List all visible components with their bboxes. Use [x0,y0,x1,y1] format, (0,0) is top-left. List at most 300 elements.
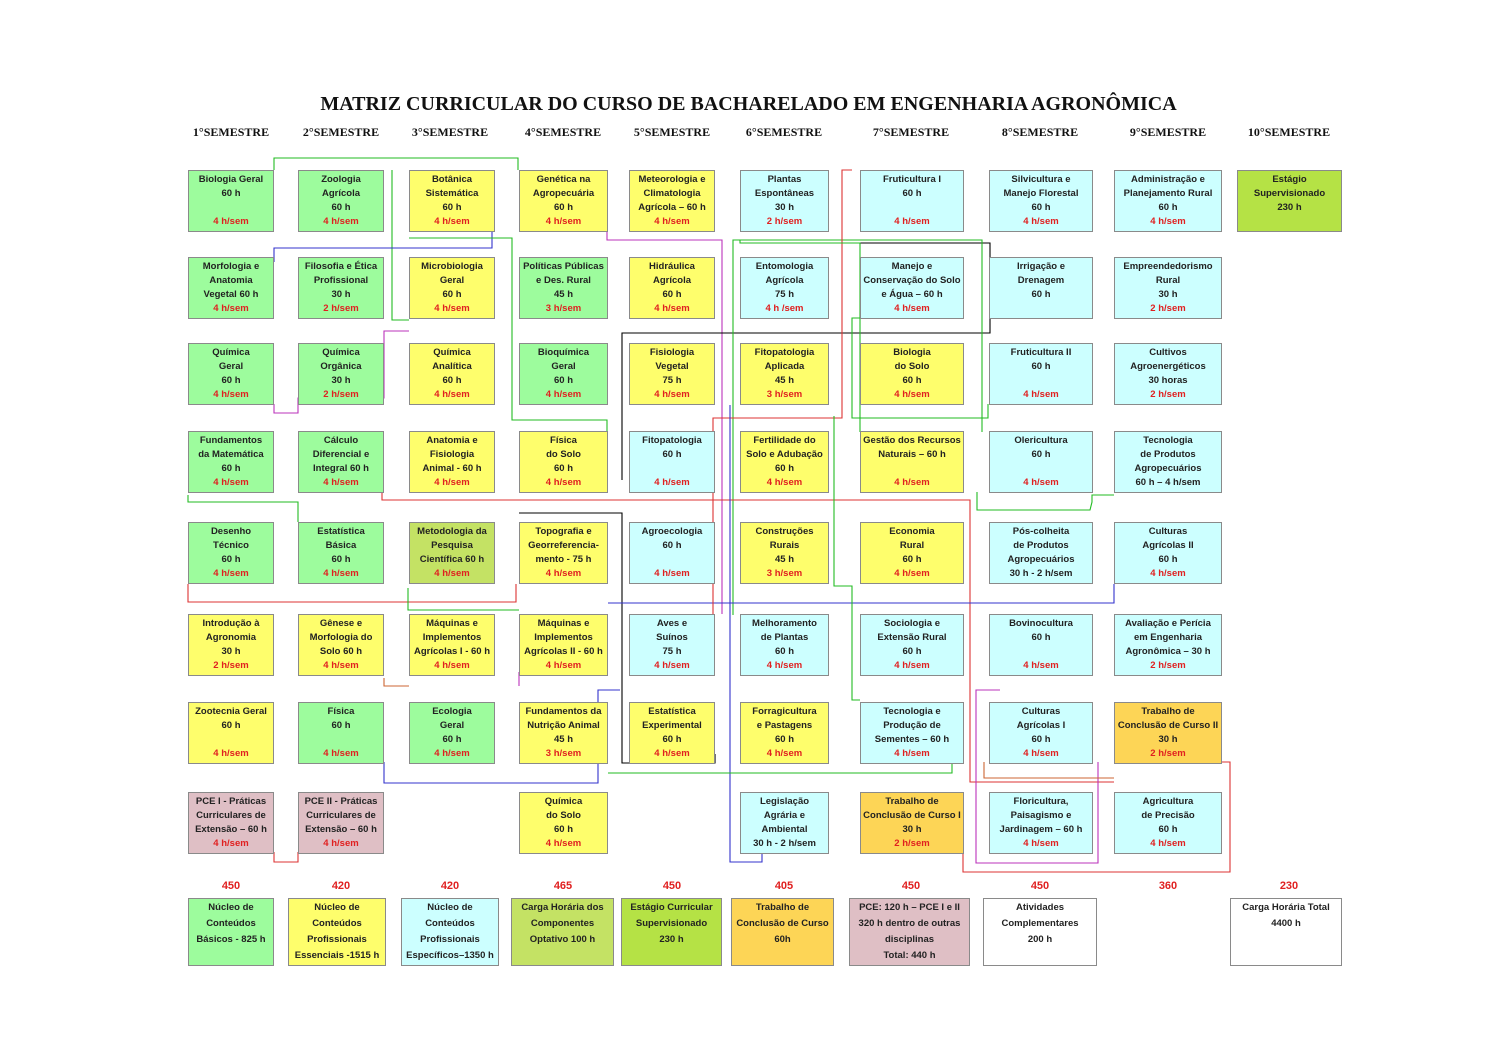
subject-line: 4 h/sem [213,568,249,579]
subject-line: 3 h/sem [545,748,582,759]
subject-name: Máquinas e [426,618,478,629]
subject-line: em Engenharia [1133,632,1203,643]
subject-name: Física [327,706,355,717]
subject-line [630,462,714,476]
semester-header-7: 7°SEMESTRE [872,125,950,139]
legend-line: Conteúdos [425,918,475,929]
subject-box [298,257,384,319]
subject-line: Rurais [769,540,800,551]
subject-box [740,522,829,584]
subject-box [519,614,608,676]
subject-line [861,462,963,476]
subject-line: 4 h/sem [894,477,930,488]
semester-header-2: 2°SEMESTRE [302,125,380,139]
semester-total-5: 450 [662,880,682,892]
subject-line: Vegetal 60 h [203,289,259,300]
subject-box [298,170,384,232]
legend-item [188,898,274,966]
subject-line: 45 h [553,734,573,745]
subject-name: Fisiologia [649,347,695,358]
subject-name: Gestão dos Recursos [863,435,961,446]
subject-line [299,733,383,747]
subject-box [629,343,715,405]
subject-line: 4 h/sem [654,389,690,400]
subject-box [989,702,1093,764]
subject-box [989,431,1093,493]
subject-name: Máquinas e [537,618,590,629]
subject-line: Extensão Rural [877,632,947,643]
subject-box [989,257,1093,319]
subject-line: 60 h [774,646,794,657]
semester-total-1: 450 [221,880,241,892]
subject-box [629,170,715,232]
subject-name: Cultivos [1149,347,1187,358]
subject-line: Conclusão de Curso II [1117,720,1219,731]
subject-line: 30 h [902,824,922,835]
subject-name: Agroecologia [641,526,703,537]
subject-box [519,431,608,493]
subject-line: Implementos [534,632,593,643]
subject-box [1114,614,1222,676]
subject-line: do Solo [546,810,581,821]
subject-line: Agronômica – 30 h [1125,646,1211,657]
subject-line: Solo e Adubação [746,449,823,460]
subject-line: 4 h/sem [894,748,930,759]
subject-box [1237,170,1342,232]
subject-line: 60 h [662,289,682,300]
subject-name: Ecologia [432,706,472,717]
subject-line: 4 h/sem [654,303,690,314]
subject-line: Orgânica [320,361,362,372]
subject-line: 60 h [902,554,922,565]
subject-name: Tecnologia e [883,706,941,717]
subject-line: 30 horas [1148,375,1188,386]
semester-header-5: 5°SEMESTRE [633,125,711,139]
subject-box [860,343,964,405]
semester-header-4: 4°SEMESTRE [524,125,602,139]
subject-line: Espontâneas [754,188,815,199]
subject-box [298,702,384,764]
legend-line: Básicos - 825 h [196,934,266,945]
subject-name: Fundamentos da [525,706,602,717]
subject-line: e Des. Rural [536,275,591,286]
subject-box [298,522,384,584]
subject-line: Pesquisa [431,540,473,551]
subject-name: Avaliação e Perícia [1125,618,1211,629]
subject-box [629,257,715,319]
subject-name: Fruticultura II [1010,347,1072,358]
subject-line: Experimental [642,720,702,731]
subject-line: 30 h [1158,289,1178,300]
subject-name: Bovinocultura [1009,618,1073,629]
subject-name: Fitopatologia [642,435,702,446]
subject-line: Planejamento Rural [1123,188,1213,199]
subject-line: Agrícolas I [1016,720,1066,731]
subject-line: 4 h/sem [894,389,930,400]
subject-name: Fertilidade do [753,435,816,446]
semester-header-8: 8°SEMESTRE [1001,125,1079,139]
subject-name: Meteorologia e [638,174,706,185]
subject-line: 4 h/sem [894,216,930,227]
subject-box [1114,522,1222,584]
subject-line: 4 h/sem [323,748,359,759]
prerequisite-line [384,678,409,686]
subject-line: 60 h [442,375,462,386]
subject-line: Integral 60 h [313,463,369,474]
legend-line: Trabalho de [755,902,810,913]
subject-line: Agrária e [763,810,806,821]
subject-name: Trabalho de [885,796,939,807]
subject-line: 60 h [442,202,462,213]
subject-name: Olericultura [1014,435,1068,446]
subject-line: Jardinagem – 60 h [999,824,1083,835]
subject-line: 60 h [221,188,241,199]
subject-line: 60 h [221,720,241,731]
subject-line: 2 h/sem [894,838,930,849]
subject-line: Agrícolas II [1142,540,1194,551]
subject-line: 4 h/sem [213,748,249,759]
subject-line: 4 h/sem [1023,838,1059,849]
subject-line: 4 h/sem [1023,660,1059,671]
subject-name: Microbiologia [421,261,483,272]
subject-box [989,614,1093,676]
subject-line: 60 h [902,375,922,386]
subject-line: 4 h/sem [1023,748,1059,759]
subject-line: 4 h /sem [765,303,804,314]
legend-item [401,898,499,966]
subject-name: Estatística [317,526,365,537]
subject-line: 2 h/sem [1150,660,1186,671]
subject-line: 4 h/sem [213,389,249,400]
subject-box [188,522,274,584]
legend-item [731,898,834,966]
subject-line: 30 h [331,289,351,300]
semester-total-7: 450 [901,880,921,892]
subject-line [990,302,1092,316]
subject-line: 4 h/sem [434,216,470,227]
subject-name: Botânica [431,174,473,185]
subject-line: 4 h/sem [434,477,470,488]
subject-box [519,343,608,405]
legend-item [511,898,614,966]
subject-name: Silvicultura e [1011,174,1071,185]
subject-name: Agricultura [1142,796,1194,807]
subject-line: 60 h [1031,202,1051,213]
subject-line: 4 h/sem [654,216,690,227]
prerequisite-line [392,170,409,320]
subject-line [1238,215,1341,229]
subject-line [990,374,1092,388]
subject-line: 75 h [662,646,682,657]
subject-box [409,343,495,405]
subject-name: Entomologia [755,261,814,272]
subject-line: 2 h/sem [1150,303,1186,314]
prerequisite-line [274,158,518,170]
subject-name: Química [322,347,360,358]
subject-line: Vegetal [655,361,689,372]
subject-line: de Plantas [760,632,809,643]
subject-line: 60 h [1031,361,1051,372]
semester-header-3: 3°SEMESTRE [411,125,489,139]
legend-line: Atividades [1015,902,1065,913]
legend-line: Conteúdos [312,918,362,929]
subject-line: 60 h [1031,734,1051,745]
subject-name: Aves e [656,618,688,629]
subject-box [740,614,829,676]
legend-line: disciplinas [884,934,935,945]
subject-box [989,792,1093,854]
subject-line: 4 h/sem [545,477,582,488]
subject-line: Profissional [313,275,369,286]
subject-line: 60 h [662,734,682,745]
semester-header-10: 10°SEMESTRE [1247,125,1331,139]
subject-line: Técnico [213,540,249,551]
subject-line: 30 h [1158,734,1178,745]
subject-line: 4 h/sem [434,568,470,579]
subject-name: Melhoramento [752,618,817,629]
subject-line: 30 h [331,375,351,386]
subject-name: Trabalho de [1141,706,1195,717]
subject-line: 60 h [1031,632,1051,643]
subject-line: Agropecuários [1134,463,1202,474]
subject-box [860,522,964,584]
subject-box [409,702,495,764]
subject-line: Geral [439,275,465,286]
subject-line: 45 h [774,375,794,386]
subject-box [629,522,715,584]
subject-box [740,343,829,405]
subject-box [1114,170,1222,232]
subject-name: Desenho [210,526,252,537]
subject-line: 4 h/sem [213,216,249,227]
subject-box [860,170,964,232]
prerequisite-line [977,492,1114,510]
subject-line: 4 h/sem [894,303,930,314]
subject-line: 60 h [1031,289,1051,300]
subject-line: Agrícola [765,275,804,286]
subject-line: Solo 60 h [319,646,363,657]
subject-box [519,522,608,584]
subject-line: 45 h [774,554,794,565]
subject-line [990,645,1092,659]
subject-line: 60 h [902,188,922,199]
subject-line: 60 h [1158,202,1178,213]
subject-box [989,343,1093,405]
subject-line: 2 h/sem [323,303,359,314]
subject-line: Paisagismo e [1010,810,1072,821]
legend-line: Essenciais -1515 h [294,950,380,961]
subject-line: Fisiologia [429,449,475,460]
subject-box [1114,792,1222,854]
subject-line: 60 h [221,463,241,474]
subject-line: 4 h/sem [213,838,249,849]
subject-box [860,257,964,319]
subject-line: 4 h/sem [766,477,803,488]
subject-line: 60 h [553,824,573,835]
subject-name: Economia [889,526,935,537]
subject-line: 30 h [221,646,241,657]
subject-line: 4 h/sem [323,568,359,579]
subject-line: 3 h/sem [766,568,803,579]
subject-line: 3 h/sem [766,389,803,400]
legend-line: Conteúdos [206,918,256,929]
subject-line: 2 h/sem [1150,389,1186,400]
subject-line: Conservação do Solo [863,275,961,286]
subject-line: Agrícola [321,188,360,199]
subject-line: 4 h/sem [434,660,470,671]
subject-line: 4 h/sem [545,660,582,671]
subject-box [188,702,274,764]
subject-name: Topografia e [535,526,592,537]
subject-line: Científica 60 h [419,554,485,565]
semester-total-4: 465 [553,880,573,892]
subject-line: 4 h/sem [1150,838,1186,849]
subject-name: Irrigação e [1016,261,1066,272]
subject-box [860,614,964,676]
subject-line: do Solo [546,449,581,460]
subject-line: 4 h/sem [654,477,690,488]
subject-line: 60 h [662,540,682,551]
subject-line: 4 h/sem [323,838,359,849]
subject-line: 4 h/sem [434,748,470,759]
subject-name: Floricultura, [1013,796,1069,807]
subject-name: Morfologia e [202,261,260,272]
subject-box [740,792,829,854]
legend-line: Total: 440 h [883,950,936,961]
subject-line: 4 h/sem [1150,568,1186,579]
subject-line: 4 h/sem [894,568,930,579]
subject-box [740,702,829,764]
subject-line: Agrícolas I - 60 h [413,646,491,657]
subject-line: Agropecuária [532,188,595,199]
legend-line: 4400 h [1271,918,1301,929]
subject-line: 75 h [662,375,682,386]
subject-name: Estatística [648,706,696,717]
subject-line: 4 h/sem [894,660,930,671]
subject-line: 230 h [1277,202,1302,213]
subject-line [189,733,273,747]
subject-name: Química [433,347,471,358]
subject-line: 60 h [442,734,462,745]
subject-line: 4 h/sem [545,389,582,400]
subject-box [629,702,715,764]
subject-line [189,201,273,215]
subject-line: Agrícola [652,275,691,286]
subject-hours-line: 30 h - 2 h/sem [1009,568,1073,579]
subject-line: 4 h/sem [323,660,359,671]
subject-line: 60 h [1158,554,1178,565]
subject-name: Gênese e [319,618,363,629]
subject-line: 4 h/sem [545,216,582,227]
subject-line: Supervisionado [1253,188,1326,199]
legend-line: Conclusão de Curso [736,918,829,929]
subject-line: 60 h [442,289,462,300]
subject-name: Estágio [1272,174,1307,185]
subject-box [298,614,384,676]
subject-name: Construções [755,526,814,537]
subject-name: Zoologia [321,174,361,185]
subject-box [1114,431,1222,493]
subject-box [409,522,495,584]
legend-item [849,898,970,966]
subject-box [188,431,274,493]
semester-total-9: 360 [1158,880,1178,892]
prerequisite-line [834,416,860,700]
subject-line: Rural [899,540,925,551]
subject-name: Biologia Geral [198,174,264,185]
legend-line: Carga Horária dos [521,902,604,913]
subject-line: e Pastagens [756,720,813,731]
subject-line: 60 h [662,449,682,460]
subject-line: 60 h [1031,449,1051,460]
semester-total-6: 405 [774,880,794,892]
semester-header-6: 6°SEMESTRE [745,125,823,139]
subject-box [860,702,964,764]
semester-total-10: 230 [1279,880,1299,892]
subject-line: e Água – 60 h [881,289,943,300]
prerequisite-line [984,762,1114,778]
subject-name: Empreendedorismo [1123,261,1213,272]
subject-line: Rural [1155,275,1181,286]
legend-line: 230 h [659,934,684,945]
subject-line: Sistemática [425,188,479,199]
subject-line: Produção de [883,720,941,731]
subject-name: Fundamentos [199,435,263,446]
legend-line: 60h [774,934,791,945]
subject-line: 60 h [774,463,794,474]
subject-box [519,792,608,854]
subject-line: 2 h/sem [213,660,249,671]
subject-name: Manejo e [891,261,933,272]
subject-box [188,257,274,319]
subject-line: Geral [439,720,465,731]
subject-line: Ambiental [761,824,808,835]
subject-box [519,257,608,319]
subject-name: PCE II - Práticas [304,796,378,807]
subject-name: Administração e [1131,174,1205,185]
subject-name: Culturas [1021,706,1061,717]
subject-box [188,614,274,676]
subject-box [188,343,274,405]
subject-box [740,170,829,232]
subject-line [630,553,714,567]
subject-line: Georreferencia- [528,540,599,551]
subject-line: 4 h/sem [1023,216,1059,227]
subject-line: Extensão – 60 h [195,824,267,835]
subject-box [409,257,495,319]
subject-line: 4 h/sem [654,568,690,579]
subject-line: 2 h/sem [323,389,359,400]
subject-name: Legislação [759,796,810,807]
semester-total-2: 420 [331,880,351,892]
legend-item [1230,898,1342,966]
semester-header-1: 1°SEMESTRE [192,125,270,139]
subject-line: Suínos [656,632,688,643]
legend-line: Estágio Curricular [630,902,713,913]
legend-item [983,898,1097,966]
subject-box [740,431,829,493]
subject-line: Diferencial e [312,449,370,460]
subject-line: mento - 75 h [535,554,592,565]
subject-line [861,201,963,215]
legend-line: Supervisionado [635,918,708,929]
subject-line: 60 h [553,202,573,213]
subject-line: 4 h/sem [1023,389,1059,400]
subject-line: 4 h/sem [1023,477,1059,488]
subject-line: 2 h/sem [766,216,803,227]
subject-line: Sementes – 60 h [874,734,950,745]
subject-box [298,431,384,493]
